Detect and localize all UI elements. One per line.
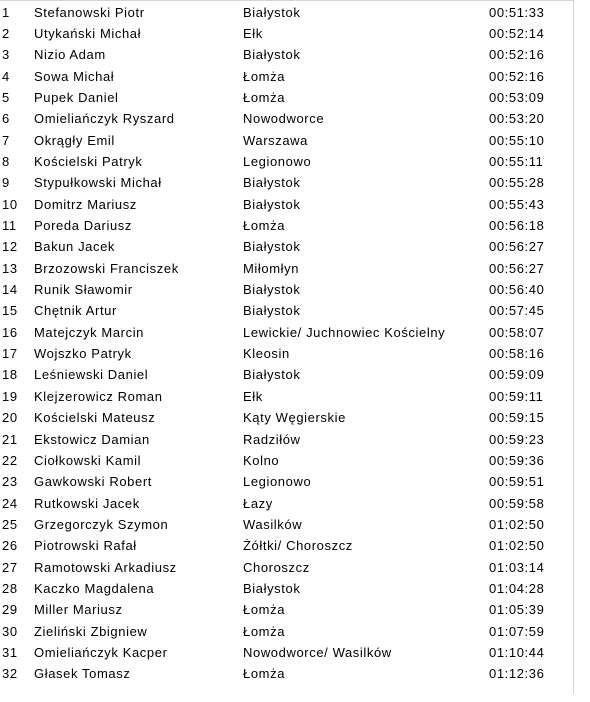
table-row xyxy=(0,471,574,492)
finish-time: 00:55:10 xyxy=(489,132,545,148)
runner-city: Kleosin xyxy=(243,346,290,362)
finish-time: 00:59:51 xyxy=(489,474,545,490)
runner-city: Łomża xyxy=(243,602,286,618)
runner-city: Kąty Węgierskie xyxy=(243,410,346,426)
finish-time: 00:53:09 xyxy=(489,89,545,105)
table-row xyxy=(0,599,574,620)
finish-time: 00:52:16 xyxy=(489,47,545,63)
runner-name: Sowa Michał xyxy=(34,68,115,84)
runner-city: Łomża xyxy=(243,89,286,105)
finish-time: 00:51:33 xyxy=(489,4,545,20)
runner-name: Omieliańczyk Kacper xyxy=(34,645,168,660)
table-row xyxy=(0,364,574,385)
runner-city: Białystok xyxy=(243,47,301,63)
finish-time: 00:56:18 xyxy=(489,218,545,233)
place-number: 10 xyxy=(2,196,18,212)
table-row xyxy=(0,322,574,343)
finish-time: 00:52:14 xyxy=(489,25,545,41)
finish-time: 01:07:59 xyxy=(489,623,545,639)
runner-name: Chętnik Artur xyxy=(34,303,117,319)
runner-name: Miller Mariusz xyxy=(34,602,123,618)
finish-time: 01:02:50 xyxy=(489,516,545,532)
place-number: 3 xyxy=(2,47,10,63)
runner-name: Omieliańczyk Ryszard xyxy=(34,111,175,127)
runner-name: Ekstowicz Damian xyxy=(34,431,150,447)
runner-name: Stypułkowski Michał xyxy=(34,175,162,191)
runner-name: Klejzerowicz Roman xyxy=(34,388,163,404)
table-row xyxy=(0,279,574,300)
place-number: 32 xyxy=(2,666,18,682)
runner-name: Piotrowski Rafał xyxy=(34,538,137,554)
runner-name: Głasek Tomasz xyxy=(34,666,131,682)
runner-city: Białystok xyxy=(243,367,301,383)
table-row xyxy=(0,386,574,407)
finish-time: 00:56:40 xyxy=(489,282,545,298)
runner-city: Ełk xyxy=(243,25,263,41)
runner-name: Stefanowski Piotr xyxy=(34,4,145,20)
place-number: 31 xyxy=(2,645,18,660)
table-row xyxy=(0,258,574,279)
table-row xyxy=(0,450,574,471)
runner-city: Warszawa xyxy=(243,132,308,148)
table-row xyxy=(0,44,574,65)
place-number: 24 xyxy=(2,495,18,511)
runner-name: Matejczyk Marcin xyxy=(34,324,145,340)
place-number: 8 xyxy=(2,153,10,169)
runner-name: Ciołkowski Kamil xyxy=(34,452,142,468)
runner-city: Białystok xyxy=(243,580,301,596)
finish-time: 00:58:16 xyxy=(489,346,545,362)
runner-name: Kaczko Magdalena xyxy=(34,580,155,596)
table-row xyxy=(0,343,574,364)
runner-city: Miłomłyn xyxy=(243,260,300,276)
table-row xyxy=(0,578,574,599)
table-row xyxy=(0,66,574,87)
runner-city: Białystok xyxy=(243,303,301,319)
finish-time: 01:12:36 xyxy=(489,666,545,682)
table-row xyxy=(0,642,574,663)
place-number: 18 xyxy=(2,367,18,383)
runner-city: Radziłów xyxy=(243,431,301,447)
finish-time: 00:57:45 xyxy=(489,303,545,319)
runner-name: Poreda Dariusz xyxy=(34,218,132,233)
place-number: 13 xyxy=(2,260,18,276)
runner-name: Kościelski Mateusz xyxy=(34,410,156,426)
table-row xyxy=(0,87,574,108)
table-row xyxy=(0,493,574,514)
runner-city: Nowodworce xyxy=(243,111,325,127)
place-number: 19 xyxy=(2,388,18,404)
finish-time: 01:02:50 xyxy=(489,538,545,554)
finish-time: 01:05:39 xyxy=(489,602,545,618)
runner-city: Legionowo xyxy=(243,474,312,490)
runner-name: Okrągły Emil xyxy=(34,132,115,148)
table-row xyxy=(0,429,574,450)
runner-name: Wojszko Patryk xyxy=(34,346,132,362)
place-number: 17 xyxy=(2,346,18,362)
place-number: 2 xyxy=(2,25,10,41)
table-row xyxy=(0,215,574,236)
finish-time: 00:55:11 xyxy=(489,153,544,169)
place-number: 15 xyxy=(2,303,18,319)
runner-city: Wasilków xyxy=(243,516,303,532)
runner-name: Gawkowski Robert xyxy=(34,474,152,490)
runner-name: Bakun Jacek xyxy=(34,239,116,255)
place-number: 5 xyxy=(2,89,10,105)
runner-name: Leśniewski Daniel xyxy=(34,367,149,383)
place-number: 12 xyxy=(2,239,18,255)
table-row xyxy=(0,300,574,321)
runner-city: Ełk xyxy=(243,388,263,404)
place-number: 28 xyxy=(2,580,18,596)
runner-city: Białystok xyxy=(243,196,301,212)
table-row xyxy=(0,23,574,44)
finish-time: 00:59:23 xyxy=(489,431,545,447)
place-number: 4 xyxy=(2,68,10,84)
runner-name: Nizio Adam xyxy=(34,47,106,63)
finish-time: 00:56:27 xyxy=(489,260,545,276)
runner-city: Legionowo xyxy=(243,153,312,169)
runner-city: Lewickie/ Juchnowiec Kościelny xyxy=(243,324,446,340)
finish-time: 01:04:28 xyxy=(489,580,545,596)
runner-city: Łomża xyxy=(243,218,286,233)
place-number: 6 xyxy=(2,111,10,127)
table-row xyxy=(0,535,574,556)
runner-city: Białystok xyxy=(243,282,301,298)
runner-city: Żółtki/ Choroszcz xyxy=(243,538,353,554)
runner-name: Grzegorczyk Szymon xyxy=(34,516,169,532)
place-number: 21 xyxy=(2,431,18,447)
table-row xyxy=(0,663,574,684)
table-row xyxy=(0,151,574,172)
finish-time: 00:55:28 xyxy=(489,175,545,191)
finish-time: 00:59:09 xyxy=(489,367,545,383)
place-number: 7 xyxy=(2,132,10,148)
finish-time: 00:59:15 xyxy=(489,410,545,426)
place-number: 1 xyxy=(2,4,10,20)
place-number: 29 xyxy=(2,602,18,618)
runner-city: Łomża xyxy=(243,68,286,84)
table-row xyxy=(0,172,574,193)
finish-time: 00:58:07 xyxy=(489,324,545,340)
runner-city: Choroszcz xyxy=(243,559,310,575)
runner-city: Łomża xyxy=(243,623,286,639)
place-number: 11 xyxy=(2,218,17,233)
table-row xyxy=(0,236,574,257)
place-number: 20 xyxy=(2,410,18,426)
place-number: 30 xyxy=(2,623,18,639)
runner-name: Pupek Daniel xyxy=(34,89,119,105)
runner-name: Zieliński Zbigniew xyxy=(34,623,148,639)
runner-city: Łomża xyxy=(243,666,286,682)
finish-time: 00:55:43 xyxy=(489,196,545,212)
place-number: 25 xyxy=(2,516,18,532)
finish-time: 00:59:36 xyxy=(489,452,545,468)
place-number: 14 xyxy=(2,282,18,298)
runner-city: Białystok xyxy=(243,239,301,255)
place-number: 23 xyxy=(2,474,18,490)
place-number: 27 xyxy=(2,559,18,575)
finish-time: 01:03:14 xyxy=(489,559,545,575)
finish-time: 00:53:20 xyxy=(489,111,545,127)
finish-time: 01:10:44 xyxy=(489,645,545,660)
table-row xyxy=(0,108,574,129)
runner-city: Białystok xyxy=(243,4,301,20)
place-number: 26 xyxy=(2,538,18,554)
runner-city: Nowodworce/ Wasilków xyxy=(243,645,392,660)
table-row xyxy=(0,514,574,535)
table-row xyxy=(0,557,574,578)
table-row xyxy=(0,621,574,642)
runner-name: Utykański Michał xyxy=(34,25,142,41)
table-row xyxy=(0,130,574,151)
place-number: 16 xyxy=(2,324,18,340)
place-number: 9 xyxy=(2,175,10,191)
runner-name: Domitrz Mariusz xyxy=(34,196,137,212)
table-row xyxy=(0,407,574,428)
place-number: 22 xyxy=(2,452,18,468)
finish-time: 00:52:16 xyxy=(489,68,545,84)
runner-name: Runik Sławomir xyxy=(34,282,133,298)
runner-name: Rutkowski Jacek xyxy=(34,495,140,511)
runner-name: Kościelski Patryk xyxy=(34,153,143,169)
table-row xyxy=(0,194,574,215)
finish-time: 00:59:11 xyxy=(489,388,544,404)
runner-city: Łazy xyxy=(243,495,273,511)
runner-name: Brzozowski Franciszek xyxy=(34,260,179,276)
runner-name: Ramotowski Arkadiusz xyxy=(34,559,177,575)
table-row xyxy=(0,2,574,23)
finish-time: 00:56:27 xyxy=(489,239,545,255)
runner-city: Białystok xyxy=(243,175,301,191)
runner-city: Kolno xyxy=(243,452,280,468)
finish-time: 00:59:58 xyxy=(489,495,545,511)
